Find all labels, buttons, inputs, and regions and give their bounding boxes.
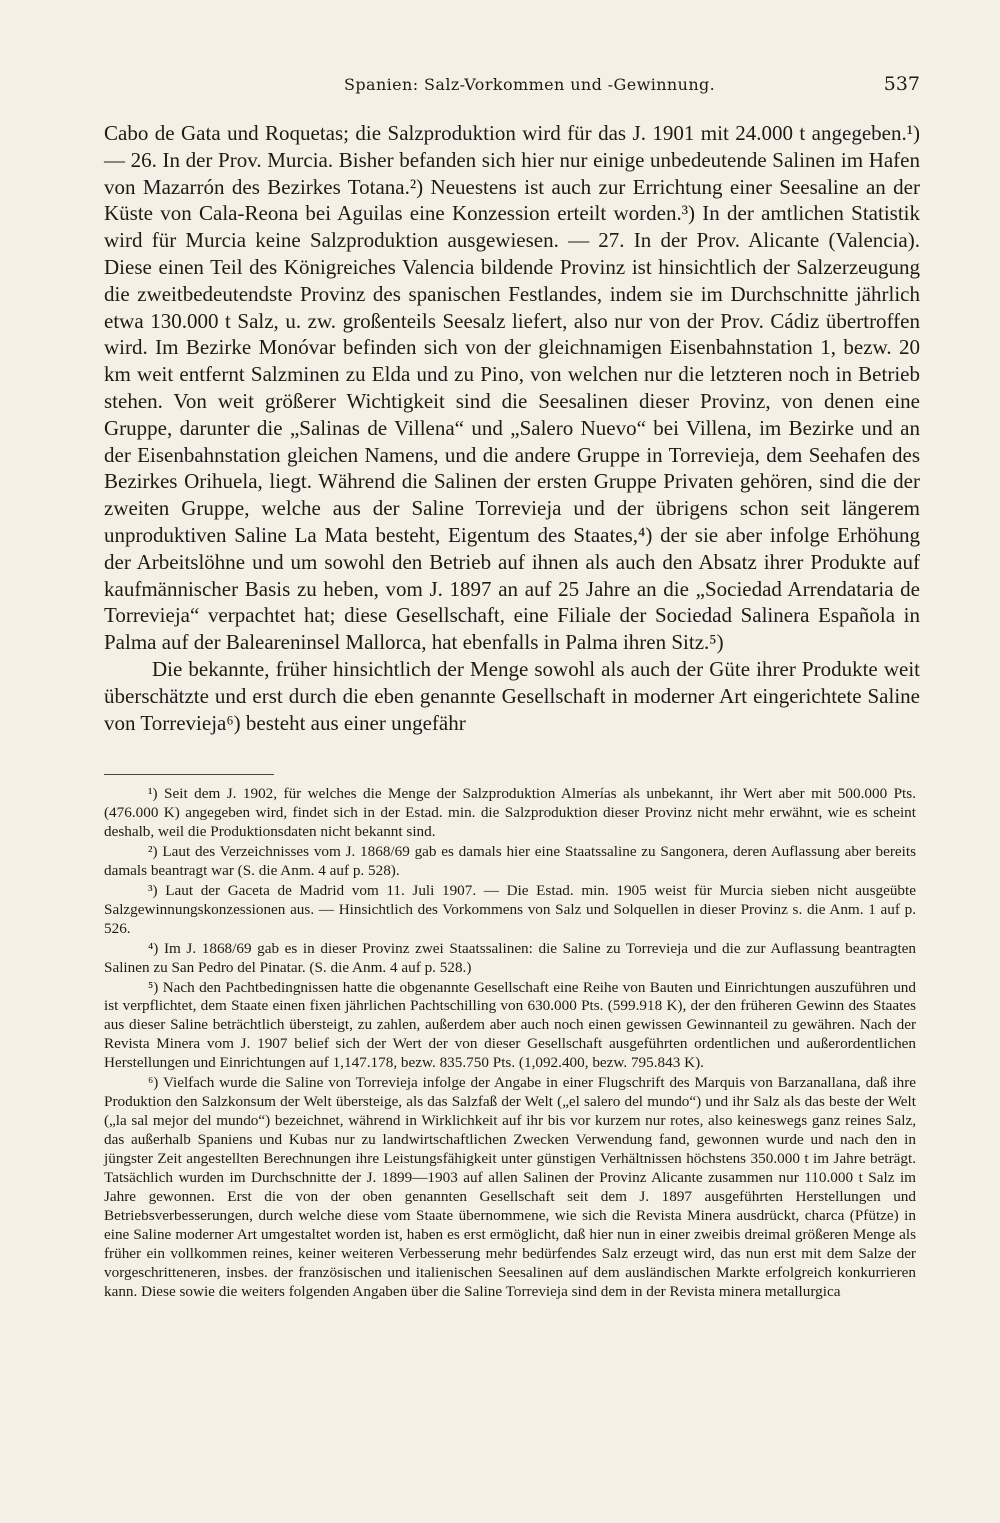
page-number: 537 (883, 73, 920, 95)
paragraph: Die bekannte, früher hinsichtlich der Menge sowohl als auch der Güte ihrer Produkte weit überschätzte und erst durch die eben genannte Gesellschaft in moderner Art eingerichtete Saline von Torrevieja⁶) besteht aus einer ungefähr (104, 656, 920, 735)
footnotes (104, 785, 916, 1303)
footnote: ³) Laut der Gaceta de Madrid vom 11. Juli 1907. — Die Estad. min. 1905 weist für Murcia sieben nicht ausgeübte Salzgewinnungskonzessionen aus. — Hinsichtlich des Vorkommens von Salz und Solquellen in dieser Provinz s. die Anm. 1 auf p. 526. (104, 881, 916, 937)
footnote: ¹) Seit dem J. 1902, für welches die Menge der Salzproduktion Almerías als unbekannt, ihr Wert aber mit 500.000 Pts. (476.000 K) angegeben wird, findet sich in der Estad. min. die Salzproduktion dieser Provinz nicht mehr erwähnt, wie es scheint deshalb, weil die Produktionsdaten nicht bekannt sind. (104, 785, 916, 840)
running-title: Spanien: Salz-Vorkommen und -Gewinnung. (344, 75, 716, 94)
footnote: ⁴) Im J. 1868/69 gab es in dieser Provinz zwei Staatssalinen: die Saline zu Torrevieja und die zur Auflassung beantragten Salinen zu San Pedro del Pinatar. (S. die Anm. 4 auf p. 528.) (104, 939, 916, 976)
footnote-rule (104, 774, 274, 775)
paragraph: Cabo de Gata und Roquetas; die Salzproduktion wird für das J. 1901 mit 24.000 t angegeben.¹) — 26. In der Prov. Murcia. Bisher befanden sich hier nur einige unbedeutende Salinen im Hafen von Mazarrón des Bezirkes Totana.²) Neuestens ist auch zur Errichtung einer Seesaline an der Küste von Cala-Reona bei Aguilas eine Konzession erteilt worden.³) In der amtlichen Statistik wird für Murcia keine Salzproduktion ausgewiesen. — 27. In der Prov. Alicante (Valencia). Diese einen Teil des Königreiches Valencia bildende Provinz ist hinsichtlich der Salzerzeugung die zweitbedeutendste Provinz des spanischen Festlandes, indem sie im Durchschnitte jährlich etwa 130.000 t Salz, u. zw. großenteils Seesalz liefert, also nur von der Prov. Cádiz übertroffen wird. Im Bezirke Monóvar befinden sich von der gleichnamigen Eisenbahnstation 1, bezw. 20 km weit entfernt Salzminen zu Elda und zu Pino, von welchen nur die letzteren noch in Betrieb stehen. Von weit größerer Wichtigkeit sind die Seesalinen dieser Provinz, von denen eine Gruppe, darunter die „Salinas de Villena“ und „Salero Nuevo“ bei Villena, im Bezirke und an der Eisenbahnstation gleichen Namens, und die andere Gruppe in Torrevieja, dem Seehafen des Bezirkes Orihuela, liegt. Während die Salinen der ersten Gruppe Privaten gehören, sind die der zweiten Gruppe, welche aus der Saline Torrevieja und der übrigens schon seit längerem unproduktiven Saline La Mata besteht, Eigentum des Staates,⁴) der sie aber infolge Erhöhung der Arbeitslöhne und um sowohl den Betrieb auf ihnen als auch den Absatz ihrer Produkte auf kaufmännischer Basis zu heben, vom J. 1897 an auf 25 Jahre an die „Sociedad Arrendataria de Torrevieja“ verpachtet hat; diese Gesellschaft, eine Filiale der Sociedad Salinera Española in Palma auf der Baleareninsel Mallorca, hat ebenfalls in Palma ihren Sitz.⁵) (104, 121, 920, 655)
running-header (104, 75, 920, 103)
footnote: ⁵) Nach den Pachtbedingnissen hatte die obgenannte Gesellschaft eine Reihe von Bauten und Einrichtungen auszuführen und ist verpflichtet, dem Staate einen fixen jährlichen Pachtschilling von 630.000 Pts. (599.918 K), der den früheren Gewinn des Staates aus dieser Saline beträchtlich übersteigt, zu zahlen, außerdem aber auch noch einen gewissen Gewinnanteil zu gewähren. Nach der Revista Minera vom J. 1907 belief sich der Wert der von dieser Gesellschaft ausgeführten ordentlichen und außerordentlichen Herstellungen und Einrichtungen auf 1,147.178, bezw. 835.750 Pts. (1,092.400, bezw. 795.843 K). (104, 978, 916, 1072)
footnote: ⁶) Vielfach wurde die Saline von Torrevieja infolge der Angabe in einer Flugschrift des Marquis von Barzanallana, daß ihre Produktion den Salzkonsum der Welt übersteige, als das Salzfaß der Welt („el salero del mundo“) und ihr Salz als das beste der Welt („la sal mejor del mundo“) bezeichnet, während in Wirklichkeit auf ihr bis vor kurzem nur rotes, also keineswegs ganz reines Salz, das außerhalb Spaniens und Kubas nur zu landwirtschaftlichen Zwecken Verwendung fand, gewonnen wurde und nach den in jüngster Zeit angestellten Berechnungen ihre Leistungsfähigkeit unter günstigen Verhältnissen höchstens 350.000 t im Jahre beträgt. Tatsächlich wurden im Durchschnitte der J. 1899—1903 auf allen Salinen der Provinz Alicante zusammen nur 110.000 t Salz im Jahre gewonnen. Erst die von der oben genannten Gesellschaft seit dem J. 1897 ausgeführten Herstellungen und Betriebsverbesserungen, durch welche diese vom Staate übernommene, wie sich die Revista Minera ausdrückt, charca (Pfütze) in eine Saline moderner Art umgestaltet worden ist, haben es erst ermöglicht, daß hier nun in einer zweibis dreimal größeren Menge als früher ein vollkommen reines, keiner weiteren Verbesserung mehr bedürfendes Salz erzeugt wird, das nun erst mit dem Salze der vorgeschritteneren, insbes. der französischen und italienischen Seesalinen auf dem ausländischen Markte erfolgreich konkurrieren kann. Diese sowie die weiters folgenden Angaben über die Saline Torrevieja sind dem in der Revista minera metallurgica (104, 1074, 916, 1300)
footnote: ²) Laut des Verzeichnisses vom J. 1868/69 gab es damals hier eine Staatssaline zu Sangonera, deren Auflassung aber bereits damals beantragt war (S. die Anm. 4 auf p. 528). (104, 842, 916, 879)
main-text (104, 120, 920, 736)
